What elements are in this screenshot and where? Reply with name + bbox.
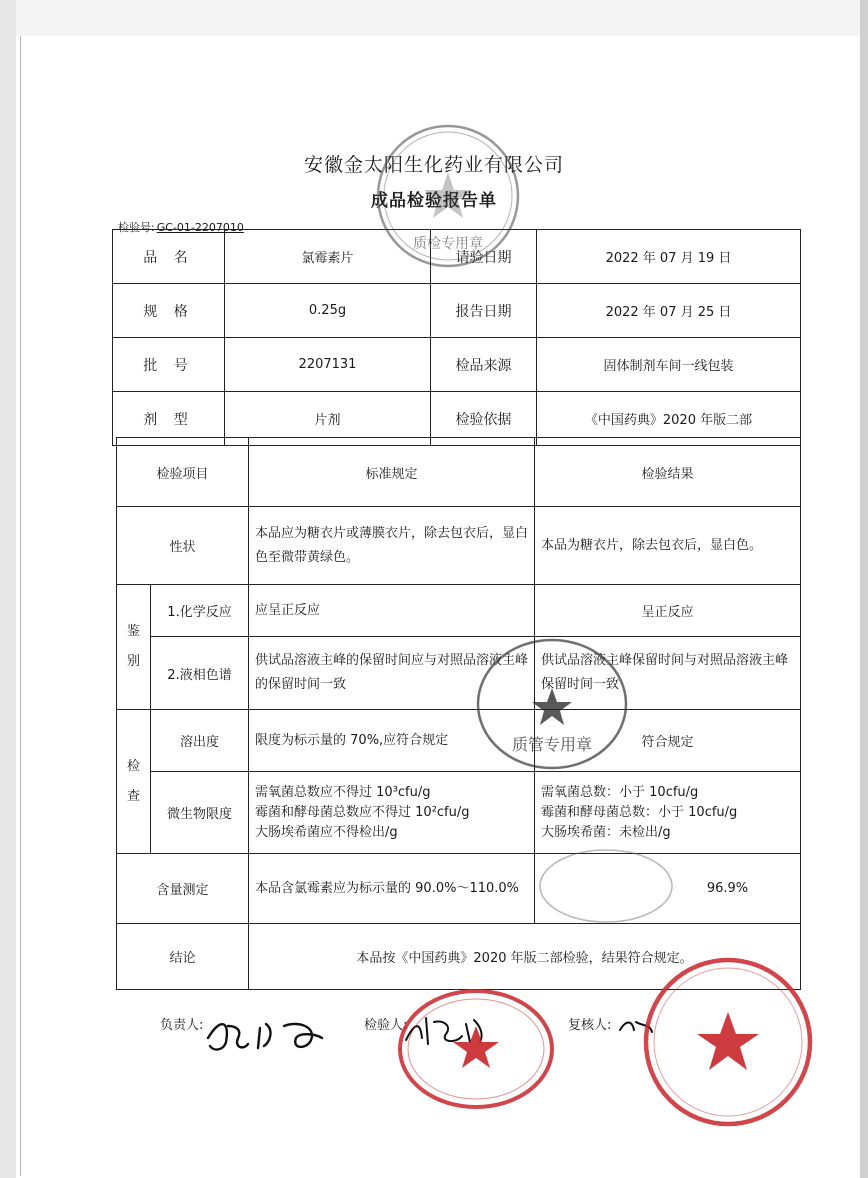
exam-item-2-name: 微生物限度 (151, 772, 249, 854)
result-line: 霉菌和酵母菌总数：小于 10cfu/g (541, 804, 738, 820)
table-row (117, 507, 801, 585)
appearance-standard: 本品应为糖衣片或薄膜衣片，除去包衣后，显白色至微带黄绿色。 (249, 507, 535, 585)
dosage-form-value: 片剂 (225, 392, 431, 446)
quality-seal-stamp (474, 636, 630, 772)
inspector-label: 检验人: (364, 1018, 408, 1033)
examination-group (117, 710, 151, 854)
sample-source-label: 检品来源 (431, 338, 537, 392)
report-number-value: GC-01-2207010 (156, 221, 244, 234)
red-seal-stamp-1 (396, 986, 556, 1112)
conclusion-name: 结论 (117, 924, 249, 990)
dosage-form-label: 剂 型 (113, 392, 225, 446)
header-item: 检验项目 (117, 438, 249, 507)
standard-line: 大肠埃希菌应不得检出/g (255, 824, 398, 840)
exam-item-2-standard (249, 772, 535, 854)
table-row (117, 585, 801, 637)
red-seal-stamp-2 (640, 954, 816, 1130)
result-line: 需氧菌总数：小于 10cfu/g (541, 784, 699, 800)
company-name: 安徽金太阳生化药业有限公司 (303, 154, 564, 176)
examination-group-label: 检查 (126, 758, 140, 804)
table-row (117, 637, 801, 710)
assay-name: 含量测定 (117, 854, 249, 924)
qc-seal-text: 质检专用章 (413, 236, 483, 252)
standard-line: 霉菌和酵母菌总数应不得过 10²cfu/g (255, 804, 470, 820)
identification-group (117, 585, 151, 710)
responsible-label: 负责人: (160, 1018, 204, 1033)
id-item-1-standard: 应呈正反应 (249, 585, 535, 637)
standard-line: 需氧菌总数应不得过 10³cfu/g (255, 784, 431, 800)
assay-standard: 本品含氯霉素应为标示量的 90.0%～110.0% (249, 854, 535, 924)
report-date-label: 报告日期 (431, 284, 537, 338)
table-row (117, 854, 801, 924)
id-item-2-result: 供试品溶液主峰保留时间与对照品溶液主峰保留时间一致 (535, 637, 801, 710)
request-date-label: 请验日期 (431, 230, 537, 284)
report-title: 成品检验报告单 (371, 191, 497, 211)
responsible-signature (200, 1008, 330, 1058)
table-row (113, 284, 801, 338)
product-name-value: 氯霉素片 (225, 230, 431, 284)
test-basis-label: 检验依据 (431, 392, 537, 446)
request-date-value: 2022 年 07 月 19 日 (537, 230, 801, 284)
table-row (117, 438, 801, 507)
product-name-label: 品 名 (113, 230, 225, 284)
table-row (113, 338, 801, 392)
table-row (117, 772, 801, 854)
report-date-value: 2022 年 07 月 25 日 (537, 284, 801, 338)
batch-value: 2207131 (225, 338, 431, 392)
appearance-name: 性状 (117, 507, 249, 585)
exam-item-1-standard: 限度为标示量的 70%,应符合规定 (249, 710, 535, 772)
id-item-1-name: 1.化学反应 (151, 585, 249, 637)
faint-seal-stamp (536, 846, 676, 926)
table-row (117, 710, 801, 772)
results-table (116, 437, 801, 990)
exam-item-2-result (535, 772, 801, 854)
assay-result: 96.9% (535, 854, 801, 924)
appearance-result: 本品为糖衣片，除去包衣后，显白色。 (535, 507, 801, 585)
identification-group-label: 鉴别 (126, 624, 140, 669)
conclusion-text: 本品按《中国药典》2020 年版二部检验，结果符合规定。 (249, 924, 801, 990)
result-line: 大肠埃希菌：未检出/g (541, 824, 671, 840)
spec-label: 规 格 (113, 284, 225, 338)
header-result: 检验结果 (535, 438, 801, 507)
reviewer-label: 复核人: (568, 1018, 612, 1033)
exam-item-1-name: 溶出度 (151, 710, 249, 772)
sample-source-value: 固体制剂车间一线包装 (537, 338, 801, 392)
exam-item-1-result: 符合规定 (535, 710, 801, 772)
id-item-1-result: 呈正反应 (535, 585, 801, 637)
batch-label: 批 号 (113, 338, 225, 392)
id-item-2-name: 2.液相色谱 (151, 637, 249, 710)
id-item-2-standard: 供试品溶液主峰的保留时间应与对照品溶液主峰的保留时间一致 (249, 637, 535, 710)
scan-top-shade (0, 0, 868, 36)
quality-seal-text: 质管专用章 (511, 735, 593, 754)
qc-seal-stamp (372, 120, 524, 272)
header-standard: 标准规定 (249, 438, 535, 507)
spec-value: 0.25g (225, 284, 431, 338)
test-basis-value: 《中国药典》2020 年版二部 (537, 392, 801, 446)
report-number-label: 检验号: (118, 221, 155, 234)
